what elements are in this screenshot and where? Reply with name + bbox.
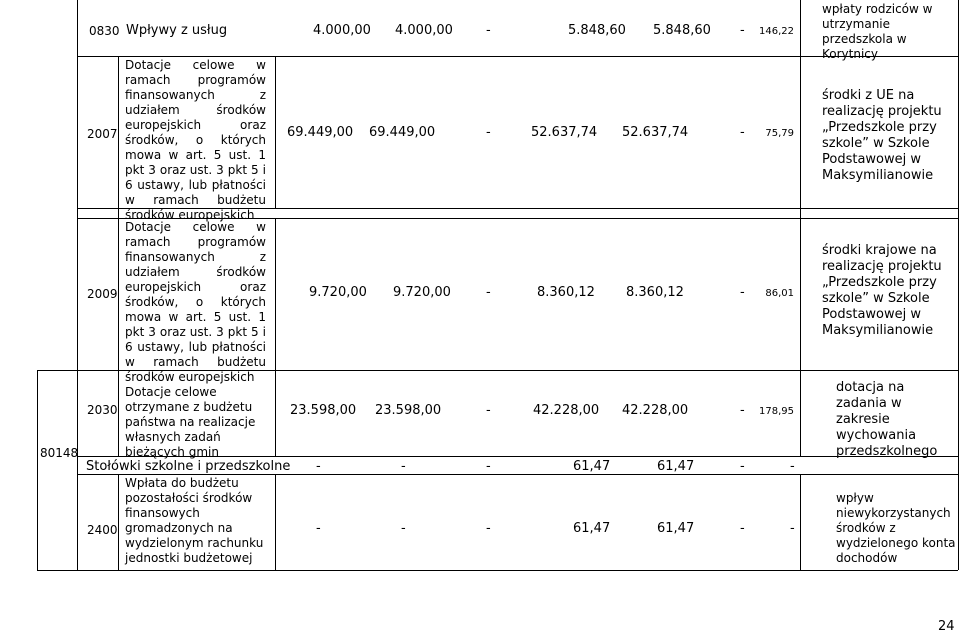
execution-value-total: 61,47 <box>657 521 695 536</box>
section-divider <box>77 0 78 570</box>
desc-col-divider-2 <box>275 218 276 370</box>
row-note: środki krajowe na realizację projektu „Przedszkole przy szkole” w Szkole Podstawowej w Maksymilianowie <box>822 243 942 338</box>
execution-value-total: 5.848,60 <box>653 23 711 38</box>
plan-after-changes-value: 4.000,00 <box>395 23 453 38</box>
row-description: Dotacje celowe otrzymane z budżetu państwa na realizacje własnych zadań bieżących gmin <box>125 385 256 459</box>
row-code: 2007 <box>87 127 118 141</box>
empty-dash: - <box>740 403 745 418</box>
pct-col-divider-lower <box>800 474 801 570</box>
execution-value-total: 42.228,00 <box>622 403 689 418</box>
table-bottom <box>37 570 958 571</box>
plan-after-changes-value: 23.598,00 <box>375 403 442 418</box>
section-code: 80148 <box>40 446 79 460</box>
row-code: 2400 <box>87 523 118 537</box>
desc-col-divider <box>275 56 276 208</box>
execution-value: 42.228,00 <box>533 403 600 418</box>
plan-value: 69.449,00 <box>287 125 354 140</box>
desc-col-divider-4 <box>275 474 276 570</box>
empty-dash: - <box>401 521 406 536</box>
empty-dash: - <box>486 23 491 38</box>
row-label: Wpływy z usług <box>126 23 228 38</box>
row-code: 0830 <box>89 24 120 38</box>
execution-value: 61,47 <box>573 521 611 536</box>
percent-value: 146,22 <box>759 26 794 37</box>
row-note: wpływ niewykorzystanych środków z wydzielonego konta dochodów <box>836 491 956 565</box>
empty-dash: - <box>740 125 745 140</box>
plan-value: 9.720,00 <box>309 285 367 300</box>
empty-dash: - <box>740 285 745 300</box>
execution-value: 61,47 <box>573 459 611 474</box>
code-col-divider <box>118 56 119 456</box>
execution-value-total: 61,47 <box>657 459 695 474</box>
empty-dash: - <box>790 459 795 474</box>
row-note: środki z UE na realizację projektu „Przedszkole przy szkole” w Szkole Podstawowej w Maksymilianowie <box>822 88 942 183</box>
execution-value: 52.637,74 <box>531 125 598 140</box>
table-border-left <box>37 370 38 570</box>
desc-col-divider-3 <box>275 370 276 456</box>
row-code: 2030 <box>87 403 118 417</box>
row-description: Dotacje celowe w ramach programów finansowanych z udziałem środków europejskich oraz środków, o których mowa w art. 5 ust. 1 pkt 3 oraz ust. 3 pkt 5 i 6 ustawy, lub płatności w ramach budżetu środków europejskich <box>125 220 266 384</box>
empty-dash: - <box>316 521 321 536</box>
execution-value-total: 52.637,74 <box>622 125 689 140</box>
plan-value: 23.598,00 <box>290 403 357 418</box>
code-col-divider-lower <box>118 474 119 570</box>
row-description: Dotacje celowe w ramach programów finansowanych z udziałem środków europejskich oraz środków, o których mowa w art. 5 ust. 1 pkt 3 oraz ust. 3 pkt 5 i 6 ustawy, lub płatności w ramach budżetu środków europejskich <box>125 58 266 222</box>
empty-dash: - <box>486 459 491 474</box>
plan-after-changes-value: 9.720,00 <box>393 285 451 300</box>
empty-dash: - <box>316 459 321 474</box>
empty-dash: - <box>486 403 491 418</box>
row-note: dotacja na zadania w zakresie wychowania przedszkolnego <box>836 380 938 459</box>
empty-dash: - <box>740 521 745 536</box>
empty-dash: - <box>486 285 491 300</box>
section-label: Stołówki szkolne i przedszkolne <box>86 459 291 474</box>
empty-dash: - <box>790 521 795 536</box>
percent-value: 75,79 <box>765 128 794 139</box>
plan-value: 4.000,00 <box>313 23 371 38</box>
empty-dash: - <box>740 23 745 38</box>
empty-dash: - <box>486 521 491 536</box>
row-description: Wpłata do budżetu pozostałości środków finansowych gromadzonych na wydzielonym rachunku jednostki budżetowej <box>125 476 264 565</box>
table-border-right <box>958 0 959 570</box>
execution-value: 5.848,60 <box>568 23 626 38</box>
execution-value-total: 8.360,12 <box>626 285 684 300</box>
empty-dash: - <box>401 459 406 474</box>
row-line-6 <box>77 474 958 475</box>
plan-after-changes-value: 69.449,00 <box>369 125 436 140</box>
row-code: 2009 <box>87 287 118 301</box>
percent-value: 86,01 <box>765 288 794 299</box>
empty-dash: - <box>740 459 745 474</box>
empty-dash: - <box>486 125 491 140</box>
page-number: 24 <box>938 619 955 634</box>
row-note: wpłaty rodziców w utrzymanie przedszkola w Korytnicy <box>822 2 933 61</box>
percent-value: 178,95 <box>759 406 794 417</box>
execution-value: 8.360,12 <box>537 285 595 300</box>
pct-col-divider <box>800 0 801 456</box>
